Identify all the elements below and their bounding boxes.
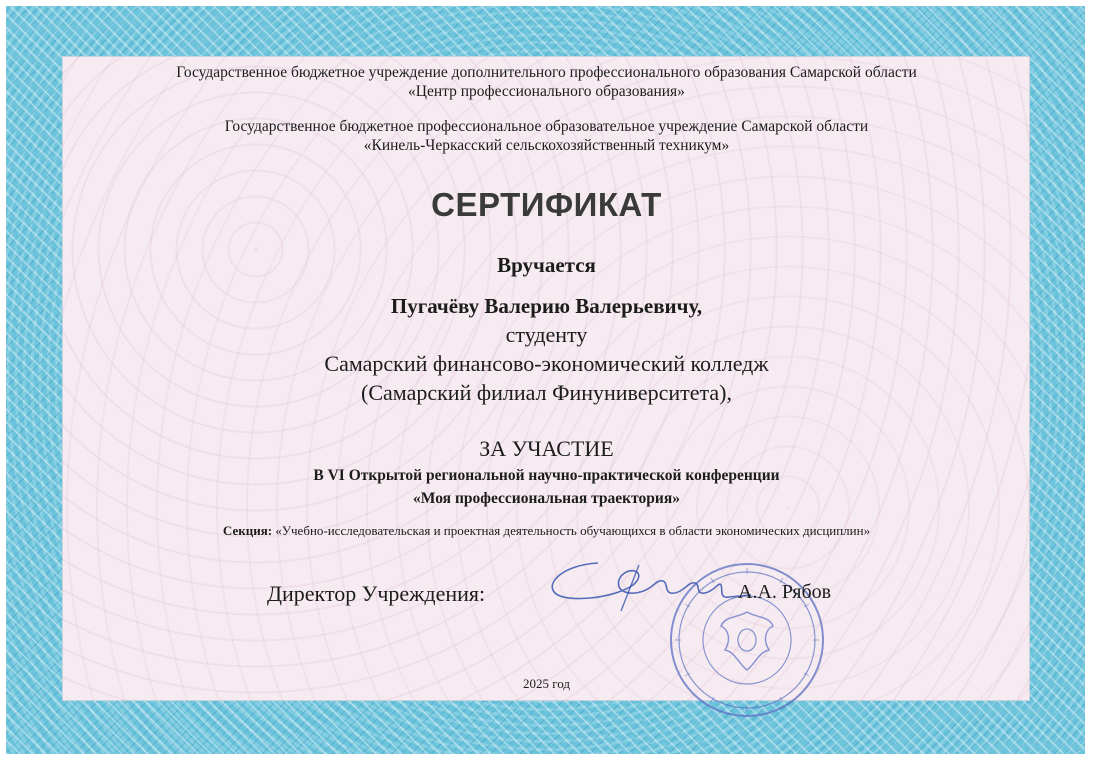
certificate-year: 2025 год: [523, 676, 570, 691]
director-title: Директор Учреждения:: [267, 581, 486, 606]
college-affiliation: (Самарский филиал Финуниверситета),: [361, 380, 732, 405]
event-description: В VI Открытой региональной научно-практической конференции: [313, 467, 780, 484]
college-name: Самарский финансово-экономический колледж: [324, 351, 769, 376]
recipient-name: Пугачёву Валерию Валерьевичу,: [390, 294, 703, 318]
director-name: А.А. Рябов: [738, 581, 832, 603]
certificate-title: СЕРТИФИКАТ: [431, 186, 662, 223]
organizer-1-title: «Центр профессионального образования»: [408, 83, 685, 100]
organizer-2-title: «Кинель-Черкасский сельскохозяйственный техникум»: [363, 137, 730, 154]
award-reason: ЗА УЧАСТИЕ: [479, 436, 614, 461]
section-label: Секция:: [222, 523, 273, 538]
awarded-to-label: Вручается: [497, 253, 596, 277]
director-signature: [543, 555, 753, 615]
organizer-2-name: Государственное бюджетное профессиональное образовательное учреждение Самарской области: [224, 118, 869, 135]
section-line: [0, 523, 1093, 539]
event-name: «Моя профессиональная траектория»: [413, 490, 680, 507]
section-value: «Учебно-исследовательская и проектная деятельность обучающихся в области экономических дисциплин»: [275, 523, 871, 538]
organizer-1-name: Государственное бюджетное учреждение дополнительного профессионального образования Самарской области: [176, 64, 917, 81]
recipient-role: студенту: [505, 322, 588, 347]
